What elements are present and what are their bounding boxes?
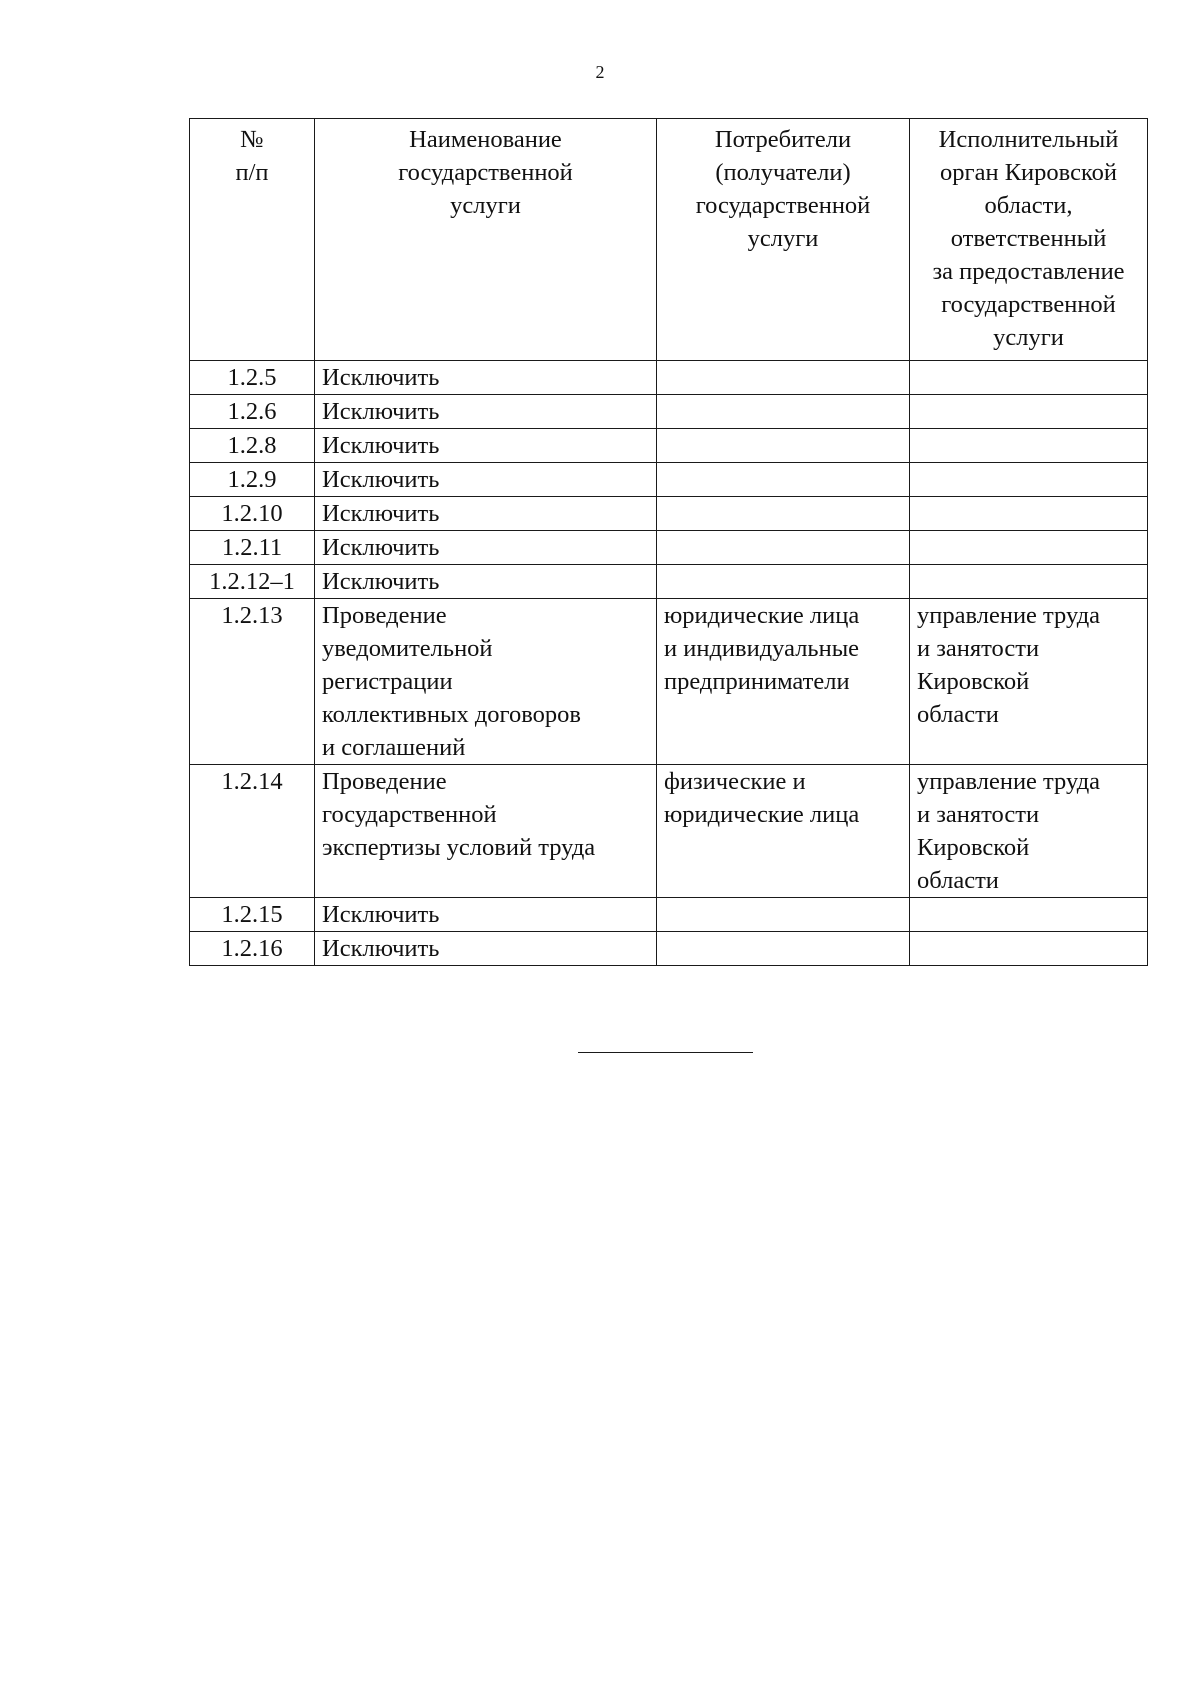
services-table — [189, 118, 1148, 966]
table-row — [190, 898, 1148, 932]
header-num: № п/п — [190, 119, 315, 361]
row-consumers — [657, 463, 910, 497]
row-authority: управление труда и занятости Кировской области — [910, 765, 1148, 898]
row-num: 1.2.11 — [190, 531, 315, 565]
row-authority — [910, 463, 1148, 497]
row-num: 1.2.5 — [190, 361, 315, 395]
table-row — [190, 361, 1148, 395]
row-consumers — [657, 565, 910, 599]
row-service-name: Исключить — [315, 565, 657, 599]
row-authority — [910, 531, 1148, 565]
row-num: 1.2.12–1 — [190, 565, 315, 599]
row-consumers — [657, 497, 910, 531]
page-number: 2 — [595, 62, 605, 82]
table-row — [190, 932, 1148, 966]
table-row — [190, 463, 1148, 497]
row-num: 1.2.9 — [190, 463, 315, 497]
row-authority — [910, 395, 1148, 429]
row-consumers — [657, 531, 910, 565]
row-service-name: Исключить — [315, 932, 657, 966]
row-service-name: Исключить — [315, 898, 657, 932]
end-of-document-rule — [578, 1052, 753, 1053]
row-authority — [910, 565, 1148, 599]
row-num: 1.2.16 — [190, 932, 315, 966]
row-service-name: Исключить — [315, 429, 657, 463]
row-consumers — [657, 361, 910, 395]
row-num: 1.2.15 — [190, 898, 315, 932]
table-row — [190, 497, 1148, 531]
row-num: 1.2.14 — [190, 765, 315, 898]
row-service-name: Исключить — [315, 497, 657, 531]
row-consumers — [657, 898, 910, 932]
table-row — [190, 395, 1148, 429]
row-authority — [910, 497, 1148, 531]
row-authority: управление труда и занятости Кировской области — [910, 599, 1148, 765]
row-consumers — [657, 429, 910, 463]
table-header-row — [190, 119, 1148, 361]
table-row — [190, 429, 1148, 463]
row-authority — [910, 429, 1148, 463]
row-num: 1.2.6 — [190, 395, 315, 429]
row-service-name: Исключить — [315, 463, 657, 497]
row-service-name: Исключить — [315, 395, 657, 429]
table-row — [190, 765, 1148, 898]
row-consumers — [657, 395, 910, 429]
row-service-name: Проведение государственной экспертизы условий труда — [315, 765, 657, 898]
table-row — [190, 565, 1148, 599]
header-consumers: Потребители (получатели) государственной услуги — [657, 119, 910, 361]
row-authority — [910, 898, 1148, 932]
row-service-name: Исключить — [315, 361, 657, 395]
table-row — [190, 531, 1148, 565]
row-service-name: Проведение уведомительной регистрации коллективных договоров и соглашений — [315, 599, 657, 765]
header-service-name: Наименование государственной услуги — [315, 119, 657, 361]
row-consumers — [657, 932, 910, 966]
row-authority — [910, 932, 1148, 966]
row-service-name: Исключить — [315, 531, 657, 565]
row-num: 1.2.8 — [190, 429, 315, 463]
header-authority: Исполнительный орган Кировской области, ответственный за предоставление государственной услуги — [910, 119, 1148, 361]
row-num: 1.2.10 — [190, 497, 315, 531]
row-consumers: юридические лица и индивидуальные предприниматели — [657, 599, 910, 765]
row-consumers: физические и юридические лица — [657, 765, 910, 898]
row-num: 1.2.13 — [190, 599, 315, 765]
table-row — [190, 599, 1148, 765]
row-authority — [910, 361, 1148, 395]
